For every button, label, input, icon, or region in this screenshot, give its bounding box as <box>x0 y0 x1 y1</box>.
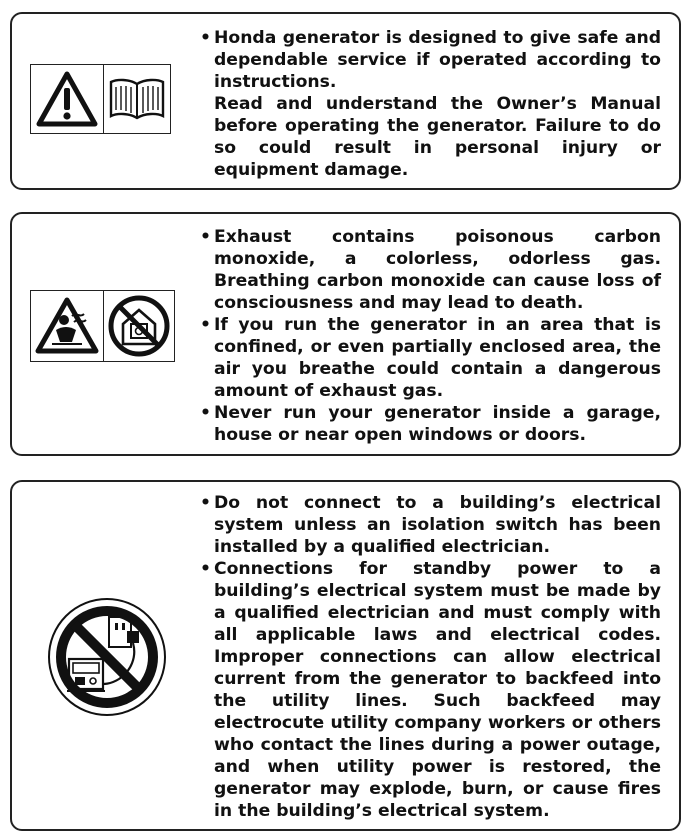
bullet-item <box>200 314 661 402</box>
bullet-mark: • <box>200 403 211 423</box>
bullet-text: Honda generator is designed to give safe and dependable service if operated according to instructions. <box>214 28 661 92</box>
safety-panel-electrical <box>10 480 681 831</box>
bullet-item <box>200 402 661 446</box>
safety-panel-manual <box>10 12 681 190</box>
panel-text <box>200 492 661 822</box>
icon-group-exhaust <box>30 290 175 362</box>
bullet-item <box>200 27 661 93</box>
no-backfeed-connection-icon <box>44 594 170 720</box>
panel-text <box>200 226 661 446</box>
icon-frame <box>30 290 175 362</box>
bullet-text: Exhaust contains poisonous carbon monoxide, a colorless, odorless gas. Breathing carbon monoxide can cause loss of consciousness and may lead to death. <box>214 227 661 313</box>
icon-frame <box>30 64 171 134</box>
manual-book-icon <box>103 65 170 133</box>
bullet-mark: • <box>200 227 211 247</box>
bullet-text: Never run your generator inside a garage, house or near open windows or doors. <box>214 403 661 445</box>
bullet-item <box>200 492 661 558</box>
bullet-mark: • <box>200 493 211 513</box>
bullet-item <box>200 226 661 314</box>
panel-text <box>200 27 661 181</box>
icon-group-electrical <box>44 594 170 720</box>
bullet-mark: • <box>200 559 211 579</box>
no-indoor-use-icon <box>103 291 174 361</box>
bullet-text: If you run the generator in an area that is confined, or even partially enclosed area, the air you breathe could contain a dangerous amount of exhaust gas. <box>214 315 661 401</box>
exhaust-warning-icon <box>31 291 103 361</box>
bullet-mark: • <box>200 315 211 335</box>
bullet-item <box>200 558 661 822</box>
bullet-text: Connections for standby power to a building’s electrical system must be made by a qualified electrician and must comply with all applicable laws and electrical codes. Improper connections can allow electrical current from the generator to backfeed into the utility lines. Such backfeed may electrocute utility company workers or others who contact the lines during a power outage, and when utility power is restored, the generator may explode, burn, or cause fires in the building’s electrical system. <box>214 559 661 821</box>
bullet-text: Do not connect to a building’s electrical system unless an isolation switch has been installed by a qualified electrician. <box>214 493 661 557</box>
warning-triangle-icon <box>31 65 103 133</box>
icon-group-manual <box>30 64 171 134</box>
bullet-continuation: Read and understand the Owner’s Manual before operating the generator. Failure to do so could result in personal injury or equipment damage. <box>214 94 661 180</box>
bullet-mark: • <box>200 28 211 48</box>
safety-panel-exhaust <box>10 212 681 456</box>
